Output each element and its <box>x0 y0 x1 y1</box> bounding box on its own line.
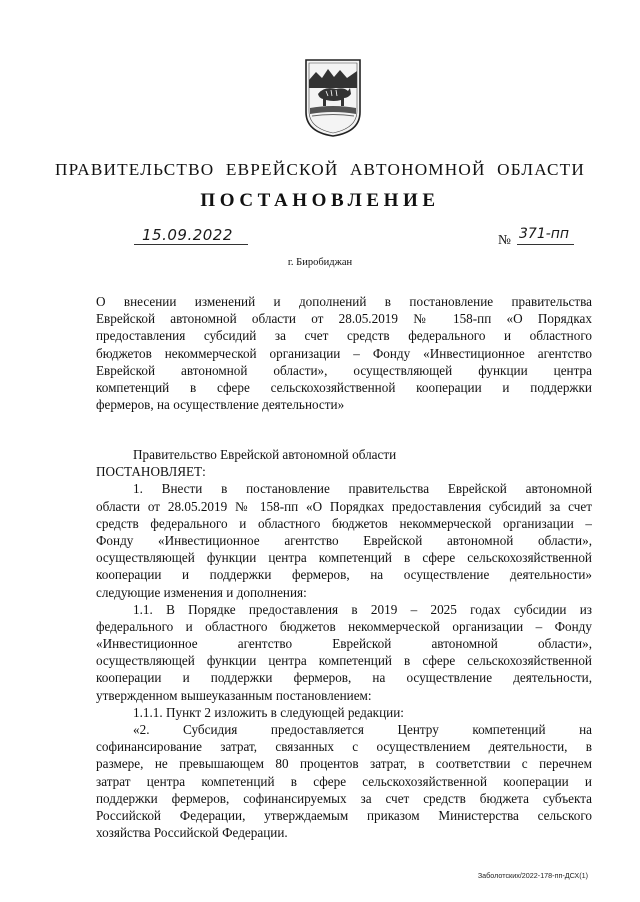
number-label: № <box>498 232 511 247</box>
number-underline <box>517 244 574 245</box>
body-line: 1.1.1. Пункт 2 изложить в следующей редакции: <box>133 704 404 720</box>
body-line: Фонду «Инвестиционное агентство Еврейской автономной области», <box>96 532 592 548</box>
body-line: кооперации и поддержки фермеров, на осуществление деятельности» <box>96 567 592 583</box>
body-line: хозяйства Российской Федерации. <box>96 825 288 841</box>
body-line: размере, не превышающем 80 процентов затрат, в соответствии с перечнем <box>96 756 592 772</box>
body-line: 1. Внести в постановление правительства Еврейской автономной <box>133 481 592 497</box>
date-underline <box>134 244 248 245</box>
body-line: 1.1. В Порядке предоставления в 2019 – 2025 годах субсидии из <box>133 601 592 617</box>
subject-line: Еврейской автономной области от 28.05.2019 № 158-пп «О Порядках <box>96 311 592 327</box>
subject-line: бюджетов некоммерческой организации – Фонду «Инвестиционное агентство <box>96 345 592 361</box>
body-line: Правительство Еврейской автономной области <box>133 447 397 462</box>
document-type-title: ПОСТАНОВЛЕНИЕ <box>200 190 440 211</box>
subject-line: фермеров, на осуществление деятельности» <box>96 397 345 413</box>
body-line: области от 28.05.2019 № 158-пп «О Порядках предоставления субсидий за счет <box>96 498 592 514</box>
document-code: Заболотских/2022-178-пп-ДСХ(1) <box>477 871 588 880</box>
city-name: г. Биробиджан <box>287 257 353 268</box>
body-line: средств федерального и областного бюджетов некоммерческой организации – <box>96 515 592 531</box>
handwritten-date: 15.09.2022 <box>142 226 233 244</box>
body-line: «2. Субсидия предоставляется Центру компетенций на <box>133 722 592 737</box>
body-line: Российской Федерации, утверждаемым приказом Министерства сельского <box>96 807 592 823</box>
coat-of-arms-tiger-icon <box>304 58 362 138</box>
subject-line: О внесении изменений и дополнений в постановление правительства <box>96 294 592 309</box>
body-line: «Инвестиционное агентство Еврейской автономной области», <box>96 636 592 652</box>
body-line: осуществляющей функции центра компетенций в сфере сельскохозяйственной <box>96 550 592 566</box>
subject-line: компетенций в сфере сельскохозяйственной кооперации и поддержки <box>96 379 592 395</box>
body-line: поддержки фермеров, софинансируемых за счет средств бюджета субъекта <box>96 790 592 806</box>
body-line: ПОСТАНОВЛЯЕТ: <box>96 464 206 480</box>
subject-line: предоставления субсидий за счет средств федерального и областного <box>96 328 592 344</box>
body-line: федерального и областного бюджетов некоммерческой организации – Фонду <box>96 618 592 634</box>
government-title: ПРАВИТЕЛЬСТВО ЕВРЕЙСКОЙ АВТОНОМНОЙ ОБЛАСТИ <box>55 160 585 179</box>
document-body <box>96 446 592 841</box>
body-line: софинансирование затрат, связанных с осуществлением деятельности, в <box>96 739 592 755</box>
body-line: осуществляющей функции центра компетенций в сфере сельскохозяйственной <box>96 653 592 669</box>
document-subject <box>96 293 592 413</box>
body-line: затрат центра компетенций в сфере сельскохозяйственной кооперации и <box>96 773 592 789</box>
body-line: кооперации и поддержки фермеров, на осуществление деятельности, <box>96 670 592 686</box>
body-line: следующие изменения и дополнения: <box>96 584 307 600</box>
handwritten-number: 371-пп <box>519 226 570 242</box>
subject-line: Еврейской автономной области», осуществляющей функции центра <box>96 362 592 378</box>
body-line: утвержденном вышеуказанным постановлением: <box>96 687 372 703</box>
